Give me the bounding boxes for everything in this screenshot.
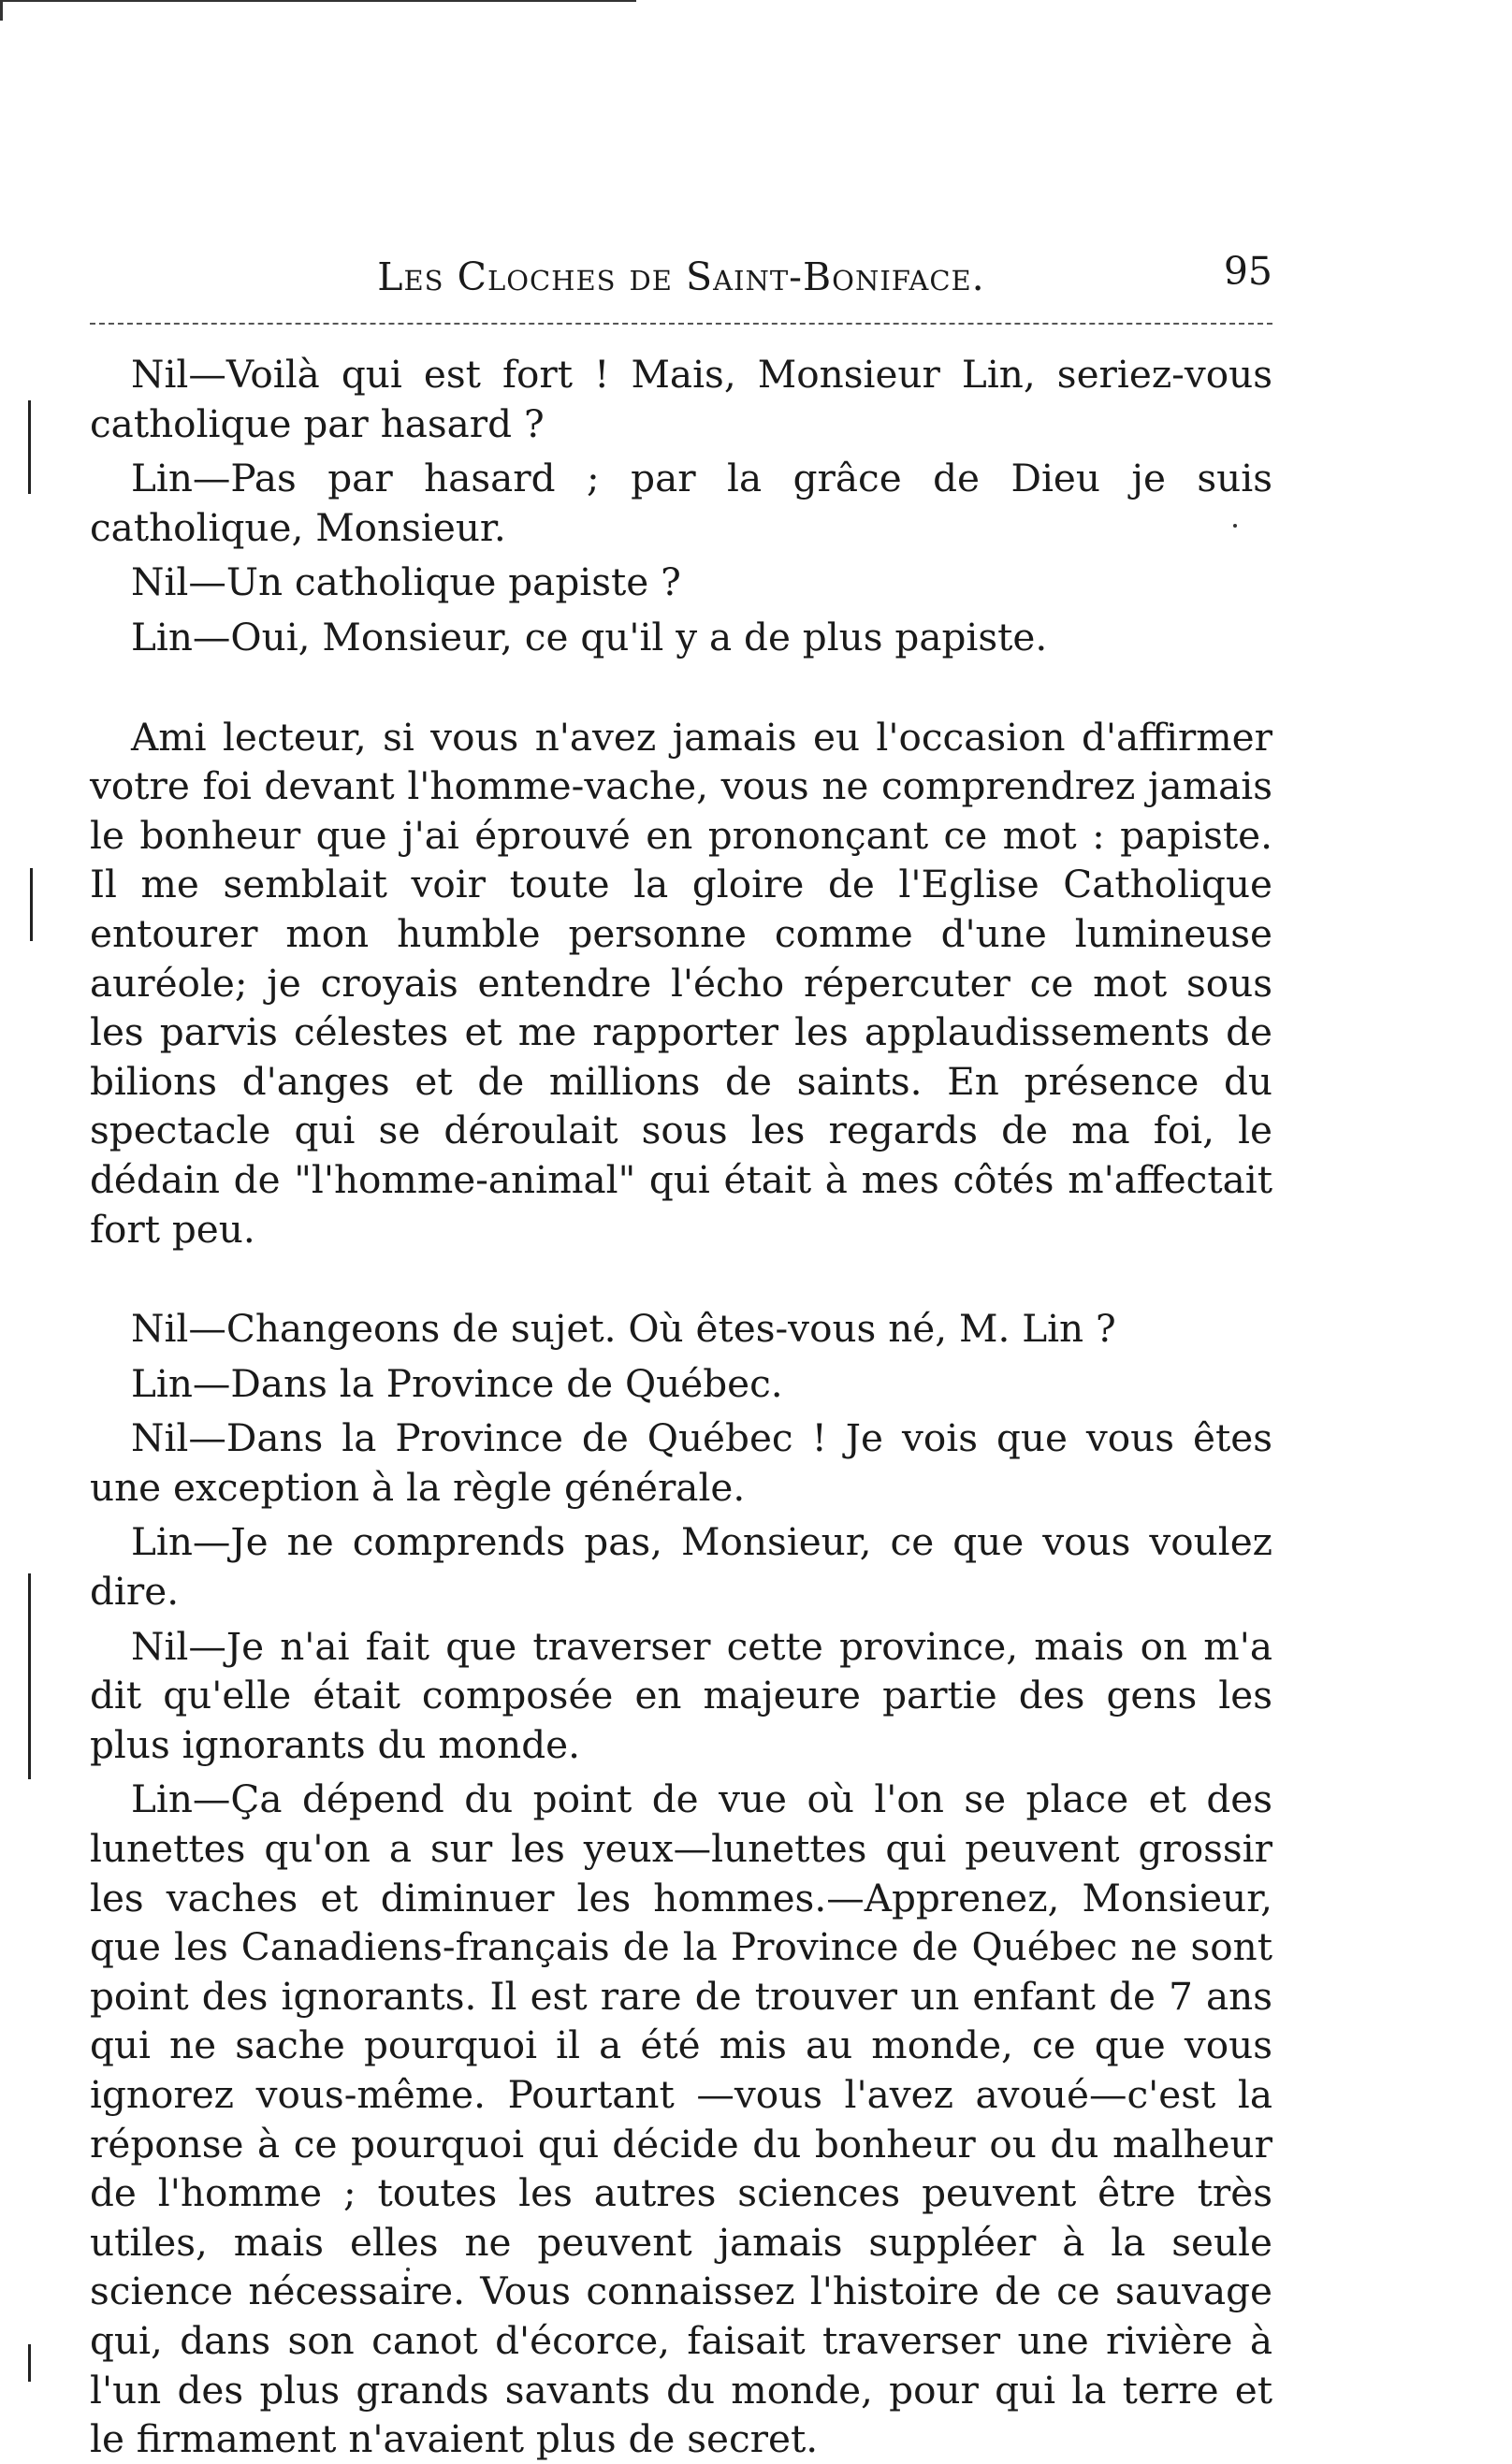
- dialogue-line: Nil—Je n'ai fait que traverser cette province, mais on m'a dit qu'elle était composée en majeure partie des gens les plus ignorants du monde.: [90, 1623, 1272, 1767]
- margin-mark: [28, 400, 31, 494]
- page-body: [90, 350, 1272, 2464]
- dialogue-line: Nil—Dans la Province de Québec ! Je vois que vous êtes une exception à la règle générale.: [90, 1415, 1272, 1510]
- margin-mark: [28, 1573, 31, 1779]
- dialogue-line: Lin—Ça dépend du point de vue où l'on se place et des lunettes qu'on a sur les yeux—lunettes qui peuvent grossir les vaches et diminuer les hommes.—Apprenez, Monsieur, que les Canadiens-français de la Province de Québec ne sont point des ignorants. Il est rare de trouver un enfant de 7 ans qui ne sache pourquoi il a été mis au monde, ce que vous ignorez vous-même. Pourtant —vous l'avez avoué—c'est la réponse à ce pourquoi qui décide du bonheur ou du malheur de l'homme ; toutes les autres sciences peuvent être très utiles, mais elles ne peuvent jamais suppléer à la seule science nécessaire. Vous connaissez l'histoire de ce sauvage qui, dans son canot d'écorce, faisait traverser une rivière à l'un des plus grands savants du monde, pour qui la terre et le firmament n'avaient plus de secret.: [90, 1776, 1272, 2462]
- header-rule: [90, 323, 1272, 325]
- scan-top-rule: [0, 0, 636, 2]
- dialogue-line: Nil—Un catholique papiste ?: [131, 559, 681, 605]
- dialogue-line: Nil—Changeons de sujet. Où êtes-vous né, M. Lin ?: [131, 1306, 1116, 1352]
- running-title: Les Cloches de Saint-Boniface.: [377, 254, 985, 299]
- dialogue-line: Lin—Oui, Monsieur, ce qu'il y a de plus papiste.: [131, 614, 1048, 659]
- dialogue-line: Lin—Je ne comprends pas, Monsieur, ce que vous voulez dire.: [90, 1519, 1272, 1615]
- margin-mark: [28, 2344, 31, 2382]
- narrative-paragraph: Ami lecteur, si vous n'avez jamais eu l'occasion d'affirmer votre foi devant l'homme-vache, vous ne comprendrez jamais le bonheur que j'ai éprouvé en prononçant ce mot : papiste. Il me semblait voir toute la gloire de l'Eglise Catholique entourer mon humble personne comme d'une lumineuse auréole; je croyais entendre l'écho répercuter ce mot sous les parvis célestes et me rapporter les applaudissements de bilions d'anges et de millions de saints. En présence du spectacle qui se déroulait sous les regards de ma foi, le dédain de "l'homme-animal" qui était à mes côtés m'affectait fort peu.: [90, 714, 1272, 1252]
- margin-mark: [30, 868, 33, 941]
- page-header: [90, 249, 1272, 303]
- page-number: 95: [1223, 249, 1272, 294]
- scan-corner-mark: [0, 0, 3, 21]
- dialogue-line: Nil—Voilà qui est fort ! Mais, Monsieur Lin, seriez-vous catholique par hasard ?: [90, 352, 1272, 446]
- dialogue-line: Lin—Dans la Province de Québec.: [131, 1360, 783, 1406]
- dialogue-line: Lin—Pas par hasard ; par la grâce de Dieu je suis catholique, Monsieur.: [90, 456, 1272, 550]
